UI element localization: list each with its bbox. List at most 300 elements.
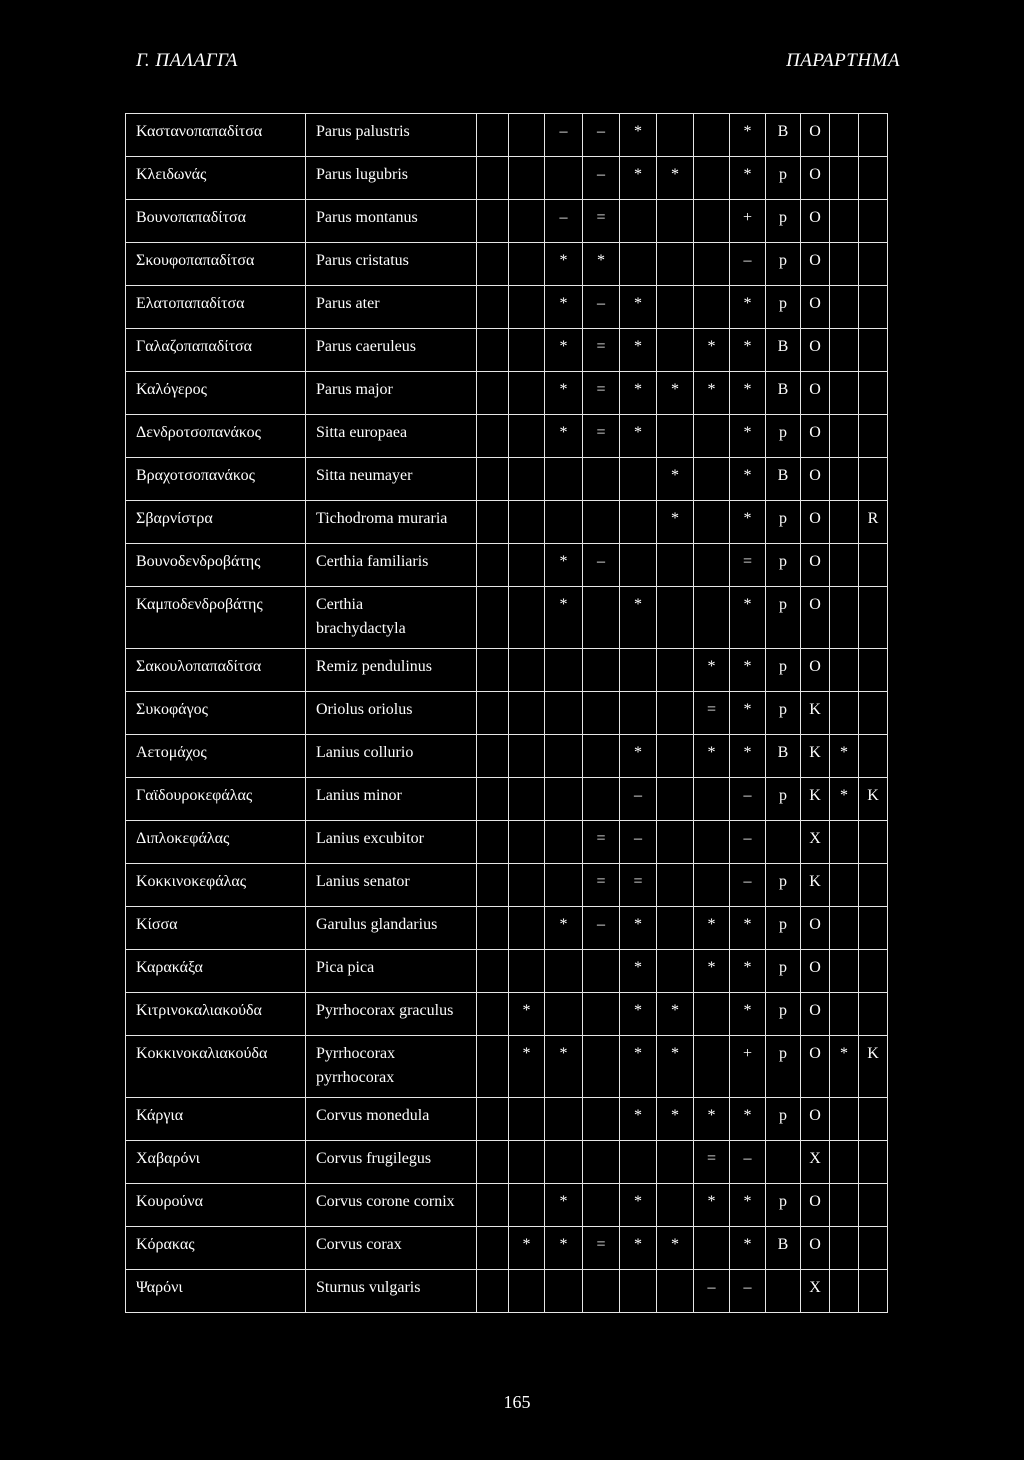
greek-name-cell: Κόρακας	[126, 1227, 306, 1270]
status-cell: *	[657, 372, 694, 415]
status-cell: *	[730, 458, 766, 501]
status-cell	[830, 243, 859, 286]
status-cell	[477, 544, 509, 587]
status-cell: p	[766, 1098, 801, 1141]
status-cell	[583, 778, 620, 821]
status-cell: =	[583, 372, 620, 415]
status-cell	[509, 329, 545, 372]
status-cell: *	[730, 735, 766, 778]
status-cell	[859, 821, 888, 864]
status-cell	[694, 587, 730, 649]
greek-name-cell: Δενδροτσοπανάκος	[126, 415, 306, 458]
status-cell: *	[657, 1036, 694, 1098]
status-cell: p	[766, 200, 801, 243]
status-cell: O	[801, 587, 830, 649]
status-cell	[477, 415, 509, 458]
table-row	[126, 649, 888, 692]
status-cell: –	[583, 907, 620, 950]
status-cell: =	[583, 1227, 620, 1270]
greek-name-cell: Κάργια	[126, 1098, 306, 1141]
status-cell: O	[801, 372, 830, 415]
status-cell	[620, 649, 657, 692]
status-cell	[694, 157, 730, 200]
status-cell: *	[657, 1098, 694, 1141]
status-cell	[509, 735, 545, 778]
status-cell	[830, 114, 859, 157]
greek-name-cell: Ελατοπαπαδίτσα	[126, 286, 306, 329]
status-cell: –	[730, 864, 766, 907]
table-row	[126, 1184, 888, 1227]
status-cell: X	[801, 1141, 830, 1184]
status-cell	[477, 1141, 509, 1184]
table-row	[126, 1036, 888, 1098]
status-cell	[657, 649, 694, 692]
status-cell: p	[766, 692, 801, 735]
status-cell	[859, 1184, 888, 1227]
status-cell: –	[730, 1141, 766, 1184]
status-cell	[509, 649, 545, 692]
latin-name-cell: Lanius minor	[306, 778, 477, 821]
status-cell	[694, 286, 730, 329]
status-cell	[583, 501, 620, 544]
latin-name-cell: Pyrrhocorax pyrrhocorax	[306, 1036, 477, 1098]
table-row	[126, 1141, 888, 1184]
status-cell	[477, 114, 509, 157]
latin-name-cell: Parus lugubris	[306, 157, 477, 200]
status-cell	[477, 907, 509, 950]
status-cell	[477, 1098, 509, 1141]
greek-name-cell: Καστανοπαπαδίτσα	[126, 114, 306, 157]
status-cell	[830, 415, 859, 458]
status-cell: *	[545, 329, 583, 372]
greek-name-cell: Γαλαζοπαπαδίτσα	[126, 329, 306, 372]
status-cell	[509, 243, 545, 286]
status-cell: p	[766, 1184, 801, 1227]
status-cell: p	[766, 587, 801, 649]
status-cell	[509, 544, 545, 587]
status-cell: *	[657, 501, 694, 544]
status-cell	[583, 692, 620, 735]
latin-name-cell: Sitta europaea	[306, 415, 477, 458]
status-cell: –	[694, 1270, 730, 1313]
status-cell: *	[545, 415, 583, 458]
status-cell	[859, 1098, 888, 1141]
status-cell: *	[620, 157, 657, 200]
status-cell: *	[545, 907, 583, 950]
greek-name-cell: Κουρούνα	[126, 1184, 306, 1227]
status-cell	[657, 1270, 694, 1313]
status-cell	[477, 1227, 509, 1270]
status-cell: *	[620, 1098, 657, 1141]
status-cell: *	[620, 587, 657, 649]
status-cell	[509, 1184, 545, 1227]
status-cell	[509, 286, 545, 329]
status-cell	[694, 1227, 730, 1270]
status-cell	[694, 778, 730, 821]
greek-name-cell: Καμποδενδροβάτης	[126, 587, 306, 649]
status-cell: +	[730, 1036, 766, 1098]
status-cell	[859, 372, 888, 415]
status-cell	[620, 243, 657, 286]
status-cell: p	[766, 415, 801, 458]
status-cell	[830, 993, 859, 1036]
greek-name-cell: Κιτρινοκαλιακούδα	[126, 993, 306, 1036]
latin-name-cell: Lanius excubitor	[306, 821, 477, 864]
status-cell: *	[730, 587, 766, 649]
status-cell	[620, 692, 657, 735]
greek-name-cell: Συκοφάγος	[126, 692, 306, 735]
status-cell	[477, 993, 509, 1036]
status-cell	[477, 501, 509, 544]
status-cell	[859, 692, 888, 735]
running-header-author: Γ. ΠΑΛΑΓΓΑ	[136, 50, 238, 71]
status-cell: *	[730, 993, 766, 1036]
status-cell: *	[620, 1036, 657, 1098]
latin-name-cell: Parus major	[306, 372, 477, 415]
status-cell	[583, 735, 620, 778]
status-cell	[830, 864, 859, 907]
status-cell	[830, 157, 859, 200]
status-cell	[509, 778, 545, 821]
status-cell	[583, 950, 620, 993]
status-cell	[830, 458, 859, 501]
latin-name-cell: Corvus monedula	[306, 1098, 477, 1141]
greek-name-cell: Σακουλοπαπαδίτσα	[126, 649, 306, 692]
species-table	[125, 113, 888, 1313]
table-row	[126, 1270, 888, 1313]
status-cell: –	[583, 286, 620, 329]
status-cell	[657, 735, 694, 778]
status-cell: B	[766, 735, 801, 778]
status-cell: O	[801, 1098, 830, 1141]
status-cell: K	[801, 778, 830, 821]
status-cell	[830, 544, 859, 587]
greek-name-cell: Βουνοπαπαδίτσα	[126, 200, 306, 243]
status-cell: O	[801, 501, 830, 544]
table-row	[126, 329, 888, 372]
status-cell: *	[620, 950, 657, 993]
table-row	[126, 587, 888, 649]
status-cell	[859, 950, 888, 993]
status-cell	[859, 114, 888, 157]
status-cell: –	[583, 544, 620, 587]
latin-name-cell: Certhia familiaris	[306, 544, 477, 587]
greek-name-cell: Βουνοδενδροβάτης	[126, 544, 306, 587]
status-cell: *	[620, 907, 657, 950]
status-cell	[545, 821, 583, 864]
status-cell	[859, 544, 888, 587]
table-row	[126, 864, 888, 907]
status-cell	[509, 157, 545, 200]
latin-name-cell: Corvus frugilegus	[306, 1141, 477, 1184]
status-cell: *	[730, 501, 766, 544]
status-cell	[545, 649, 583, 692]
status-cell	[830, 1270, 859, 1313]
status-cell: *	[694, 1098, 730, 1141]
status-cell: p	[766, 864, 801, 907]
status-cell	[830, 907, 859, 950]
status-cell: *	[694, 372, 730, 415]
status-cell: *	[545, 1227, 583, 1270]
status-cell	[830, 1098, 859, 1141]
status-cell	[859, 587, 888, 649]
status-cell	[694, 544, 730, 587]
status-cell: *	[730, 907, 766, 950]
status-cell: K	[859, 1036, 888, 1098]
status-cell	[477, 649, 509, 692]
status-cell	[657, 200, 694, 243]
table-row	[126, 114, 888, 157]
status-cell	[694, 1036, 730, 1098]
status-cell	[830, 200, 859, 243]
status-cell: =	[583, 415, 620, 458]
status-cell	[477, 286, 509, 329]
status-cell: O	[801, 907, 830, 950]
status-cell	[657, 243, 694, 286]
status-cell: K	[801, 864, 830, 907]
status-cell	[583, 458, 620, 501]
status-cell	[859, 157, 888, 200]
status-cell	[830, 372, 859, 415]
status-cell	[694, 243, 730, 286]
greek-name-cell: Διπλοκεφάλας	[126, 821, 306, 864]
status-cell	[545, 501, 583, 544]
status-cell	[859, 200, 888, 243]
status-cell: *	[657, 1227, 694, 1270]
status-cell: =	[694, 692, 730, 735]
status-cell: B	[766, 372, 801, 415]
status-cell	[859, 243, 888, 286]
status-cell	[657, 329, 694, 372]
status-cell	[620, 501, 657, 544]
status-cell: p	[766, 157, 801, 200]
status-cell	[657, 114, 694, 157]
greek-name-cell: Καρακάξα	[126, 950, 306, 993]
status-cell	[545, 950, 583, 993]
status-cell	[620, 544, 657, 587]
table-row	[126, 501, 888, 544]
status-cell	[830, 1227, 859, 1270]
status-cell	[509, 200, 545, 243]
latin-name-cell: Garulus glandarius	[306, 907, 477, 950]
status-cell	[477, 778, 509, 821]
status-cell	[620, 200, 657, 243]
status-cell: O	[801, 1036, 830, 1098]
table-row	[126, 950, 888, 993]
status-cell	[830, 1141, 859, 1184]
status-cell: *	[620, 1227, 657, 1270]
status-cell	[477, 1036, 509, 1098]
status-cell: =	[694, 1141, 730, 1184]
status-cell	[545, 157, 583, 200]
latin-name-cell: Corvus corax	[306, 1227, 477, 1270]
table-row	[126, 993, 888, 1036]
status-cell: X	[801, 1270, 830, 1313]
status-cell	[477, 243, 509, 286]
status-cell: *	[730, 1098, 766, 1141]
status-cell: *	[545, 1184, 583, 1227]
status-cell	[509, 907, 545, 950]
status-cell	[830, 821, 859, 864]
status-cell	[766, 1270, 801, 1313]
status-cell: *	[730, 692, 766, 735]
status-cell	[545, 864, 583, 907]
status-cell	[509, 587, 545, 649]
status-cell: *	[694, 649, 730, 692]
status-cell: =	[583, 329, 620, 372]
latin-name-cell: Parus cristatus	[306, 243, 477, 286]
status-cell: *	[545, 544, 583, 587]
status-cell: O	[801, 329, 830, 372]
status-cell	[545, 1270, 583, 1313]
status-cell: =	[730, 544, 766, 587]
table-row	[126, 415, 888, 458]
status-cell	[859, 1141, 888, 1184]
status-cell: B	[766, 1227, 801, 1270]
status-cell	[657, 415, 694, 458]
status-cell	[766, 821, 801, 864]
status-cell	[657, 692, 694, 735]
greek-name-cell: Κοκκινοκεφάλας	[126, 864, 306, 907]
status-cell	[766, 1141, 801, 1184]
status-cell: *	[545, 1036, 583, 1098]
status-cell	[859, 286, 888, 329]
status-cell	[830, 649, 859, 692]
status-cell: *	[694, 329, 730, 372]
status-cell: O	[801, 649, 830, 692]
status-cell	[694, 200, 730, 243]
status-cell	[830, 950, 859, 993]
greek-name-cell: Κίσσα	[126, 907, 306, 950]
status-cell: –	[583, 157, 620, 200]
status-cell: *	[730, 157, 766, 200]
status-cell: –	[730, 821, 766, 864]
status-cell: *	[509, 1036, 545, 1098]
status-cell	[859, 415, 888, 458]
status-cell: *	[620, 415, 657, 458]
status-cell	[859, 907, 888, 950]
status-cell	[477, 458, 509, 501]
status-cell	[830, 1184, 859, 1227]
status-cell	[477, 372, 509, 415]
status-cell: *	[730, 114, 766, 157]
status-cell	[830, 286, 859, 329]
status-cell	[509, 114, 545, 157]
status-cell	[583, 1270, 620, 1313]
status-cell	[545, 692, 583, 735]
status-cell: –	[730, 778, 766, 821]
status-cell: *	[730, 649, 766, 692]
status-cell: *	[657, 157, 694, 200]
status-cell: K	[801, 692, 830, 735]
status-cell	[509, 950, 545, 993]
status-cell	[509, 1141, 545, 1184]
status-cell: O	[801, 157, 830, 200]
status-cell: *	[545, 286, 583, 329]
status-cell: p	[766, 950, 801, 993]
status-cell	[657, 1141, 694, 1184]
status-cell	[545, 993, 583, 1036]
status-cell	[509, 692, 545, 735]
status-cell: *	[657, 993, 694, 1036]
status-cell: *	[620, 286, 657, 329]
greek-name-cell: Αετομάχος	[126, 735, 306, 778]
status-cell	[620, 458, 657, 501]
status-cell	[859, 1227, 888, 1270]
status-cell: *	[509, 1227, 545, 1270]
status-cell: p	[766, 907, 801, 950]
running-header-section: ΠΑΡΑΡΤΗΜΑ	[786, 50, 900, 71]
greek-name-cell: Κοκκινοκαλιακούδα	[126, 1036, 306, 1098]
status-cell: *	[730, 372, 766, 415]
status-cell: *	[694, 907, 730, 950]
status-cell	[583, 1036, 620, 1098]
table-row	[126, 458, 888, 501]
status-cell	[545, 1098, 583, 1141]
status-cell: –	[620, 821, 657, 864]
status-cell	[477, 692, 509, 735]
greek-name-cell: Κλειδωνάς	[126, 157, 306, 200]
status-cell	[477, 157, 509, 200]
status-cell	[657, 821, 694, 864]
status-cell	[657, 950, 694, 993]
status-cell	[859, 458, 888, 501]
table-row	[126, 243, 888, 286]
status-cell: *	[620, 329, 657, 372]
greek-name-cell: Χαβαρόνι	[126, 1141, 306, 1184]
status-cell	[477, 200, 509, 243]
status-cell	[477, 821, 509, 864]
status-cell: B	[766, 458, 801, 501]
table-row	[126, 200, 888, 243]
status-cell	[477, 864, 509, 907]
latin-name-cell: Sturnus vulgaris	[306, 1270, 477, 1313]
status-cell	[477, 1270, 509, 1313]
status-cell	[830, 501, 859, 544]
status-cell: –	[583, 114, 620, 157]
status-cell: *	[620, 1184, 657, 1227]
status-cell	[620, 1270, 657, 1313]
status-cell	[830, 329, 859, 372]
status-cell: R	[859, 501, 888, 544]
table-row	[126, 692, 888, 735]
latin-name-cell: Pyrrhocorax graculus	[306, 993, 477, 1036]
status-cell	[509, 372, 545, 415]
table-row	[126, 544, 888, 587]
status-cell	[694, 458, 730, 501]
status-cell: O	[801, 950, 830, 993]
status-cell: O	[801, 286, 830, 329]
status-cell: X	[801, 821, 830, 864]
table-row	[126, 1227, 888, 1270]
status-cell	[657, 286, 694, 329]
status-cell	[509, 821, 545, 864]
status-cell: *	[730, 1227, 766, 1270]
status-cell	[509, 458, 545, 501]
status-cell: –	[545, 200, 583, 243]
status-cell	[830, 587, 859, 649]
status-cell	[583, 649, 620, 692]
status-cell: +	[730, 200, 766, 243]
status-cell: *	[583, 243, 620, 286]
status-cell: *	[620, 372, 657, 415]
status-cell	[509, 415, 545, 458]
status-cell: *	[694, 950, 730, 993]
status-cell: –	[545, 114, 583, 157]
status-cell	[694, 993, 730, 1036]
greek-name-cell: Βραχοτσοπανάκος	[126, 458, 306, 501]
table-row	[126, 1098, 888, 1141]
